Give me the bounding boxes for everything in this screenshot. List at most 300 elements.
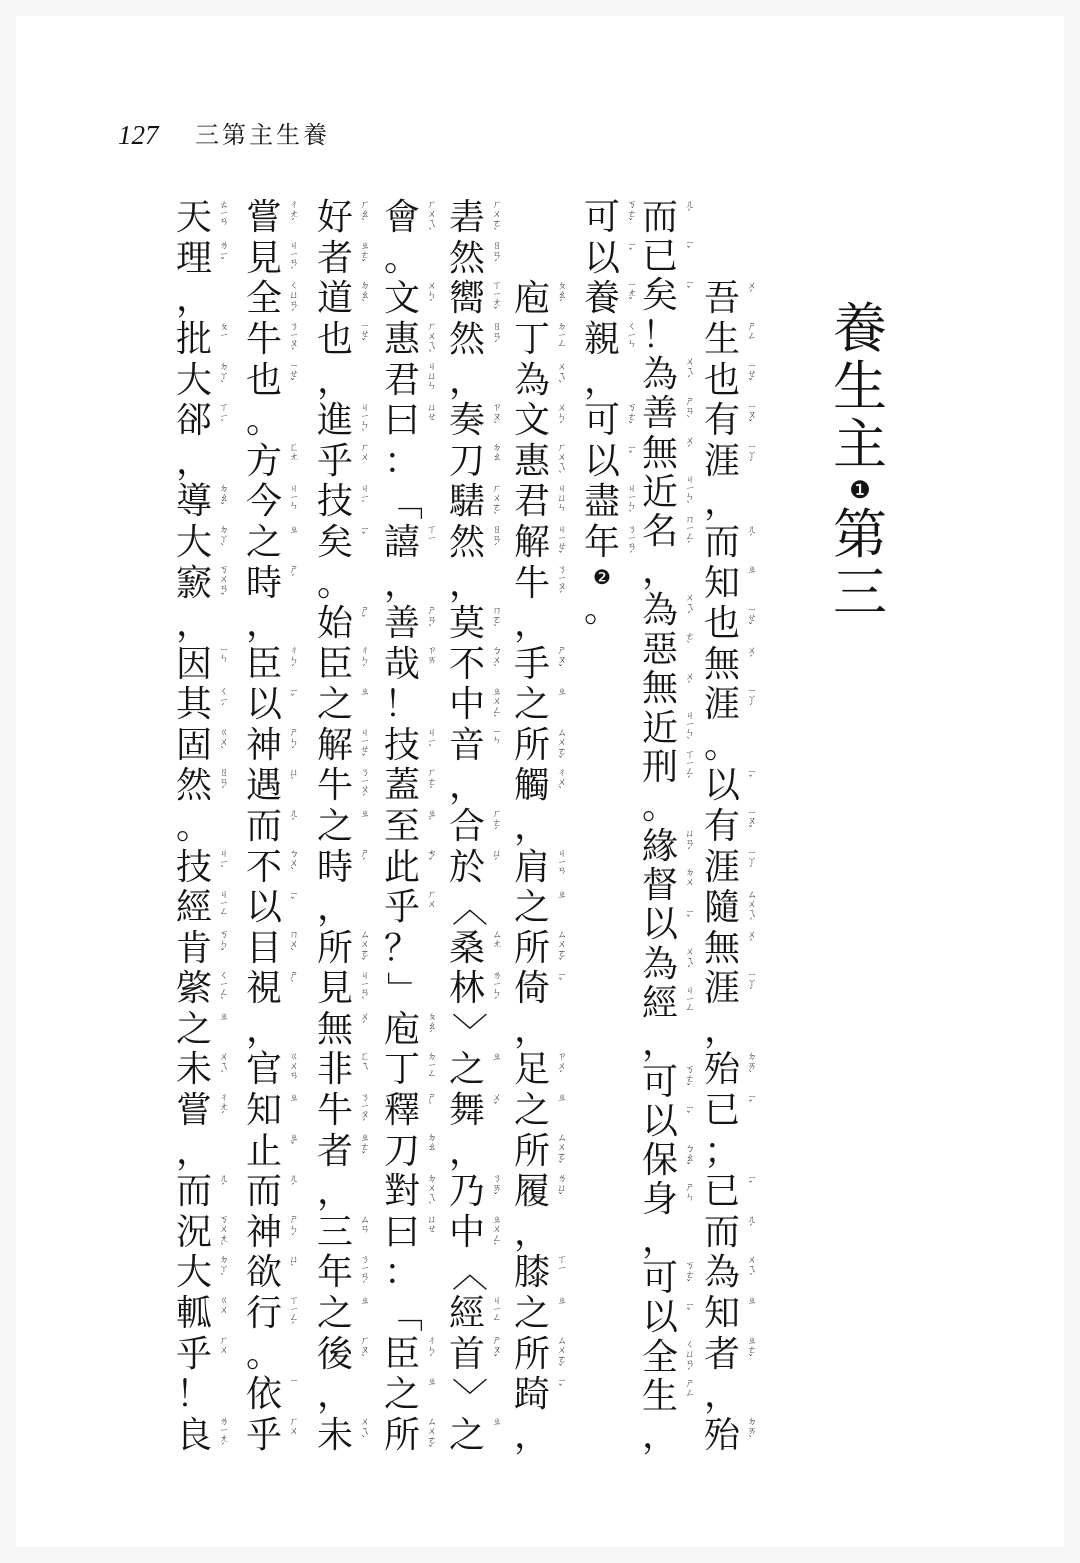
body-character: 也 bbox=[703, 603, 740, 645]
body-character: 非 bbox=[316, 1049, 353, 1091]
zhuyin-annotation: ㄐㄧㄣ bbox=[287, 483, 298, 510]
body-character: 之 bbox=[448, 1049, 485, 1091]
body-character: 視 bbox=[245, 968, 282, 1010]
zhuyin-annotation: ㄐㄩㄣ bbox=[555, 483, 566, 512]
body-character: 盡 bbox=[583, 481, 620, 523]
body-character: 可 bbox=[583, 400, 620, 442]
zhuyin-annotation: ㄉㄠˋ bbox=[358, 280, 369, 311]
body-character: 官 bbox=[245, 1049, 282, 1091]
body-character: 軱 bbox=[175, 1292, 212, 1334]
zhuyin-annotation: ㄎㄜˇ bbox=[625, 402, 636, 432]
zhuyin-annotation: ㄖㄢˊ bbox=[490, 320, 501, 351]
zhuyin-annotation: ㄕㄣ bbox=[683, 1181, 694, 1201]
zhuyin-annotation: ㄐㄧˋ bbox=[358, 483, 369, 512]
zhuyin-annotation: ㄦˊ bbox=[287, 807, 298, 829]
body-character: 而 bbox=[703, 1211, 740, 1253]
text-column bbox=[638, 0, 698, 1563]
punctuation-mark: ： bbox=[383, 440, 420, 482]
zhuyin-annotation: ㄉㄞˋ bbox=[745, 1416, 756, 1447]
zhuyin-annotation: ㄕˋ bbox=[425, 1091, 436, 1113]
zhuyin-annotation: ㄐㄧㄝˇ bbox=[358, 726, 369, 765]
zhuyin-annotation: ㄎㄜˇ bbox=[683, 1063, 694, 1094]
zhuyin-annotation: ㄎㄨㄢˇ bbox=[217, 564, 228, 604]
zhuyin-annotation: ㄐㄧㄥ bbox=[683, 985, 694, 1012]
body-character: 全 bbox=[641, 1336, 678, 1378]
body-character: 時 bbox=[245, 562, 282, 604]
zhuyin-annotation: ㄉㄨ bbox=[683, 867, 694, 887]
zhuyin-annotation: ㄧˇ bbox=[745, 1091, 756, 1111]
body-character: 之 bbox=[175, 1008, 212, 1050]
body-character: 欲 bbox=[245, 1252, 282, 1294]
body-character: 而 bbox=[641, 196, 678, 238]
body-character: 不 bbox=[245, 846, 282, 888]
punctuation-mark: ， bbox=[175, 1130, 212, 1172]
zhuyin-annotation: ㄐㄧㄢˋ bbox=[358, 970, 369, 1008]
body-character: 所 bbox=[383, 1414, 420, 1456]
zhuyin-annotation: ㄎㄣˇ bbox=[217, 929, 228, 960]
zhuyin-annotation: ㄖㄢˊ bbox=[490, 239, 501, 270]
zhuyin-annotation: ㄏㄜˊ bbox=[425, 767, 436, 798]
zhuyin-annotation: ㄗㄡˋ bbox=[490, 401, 501, 432]
zhuyin-annotation: ㄧㄚˊ bbox=[745, 970, 756, 999]
punctuation-mark: ， bbox=[513, 1008, 550, 1050]
zhuyin-annotation: ㄕˊ bbox=[287, 564, 298, 585]
body-character: 者 bbox=[703, 1333, 740, 1375]
body-character: 哉 bbox=[383, 643, 420, 685]
body-character: 砉 bbox=[448, 197, 485, 239]
punctuation-mark: ， bbox=[175, 440, 212, 482]
body-character: 身 bbox=[641, 1179, 678, 1221]
zhuyin-annotation: ㄇㄧㄥˊ bbox=[683, 513, 694, 552]
zhuyin-annotation: ㄏㄨㄟˋ bbox=[425, 199, 436, 239]
punctuation-mark: ， bbox=[448, 562, 485, 604]
zhuyin-annotation: ㄨㄣˊ bbox=[555, 401, 566, 432]
zhuyin-annotation: ㄨㄟˋ bbox=[217, 1051, 228, 1082]
body-character: 然 bbox=[448, 521, 485, 563]
zhuyin-annotation: ㄦˊ bbox=[745, 1213, 756, 1235]
zhuyin-annotation: ㄉㄠ bbox=[425, 1132, 436, 1152]
zhuyin-annotation: ㄕㄡˇ bbox=[555, 645, 566, 676]
zhuyin-annotation: ㄒㄧㄤˇ bbox=[490, 280, 501, 318]
text-column bbox=[700, 0, 760, 1563]
zhuyin-annotation: ㄧˇ bbox=[625, 239, 636, 259]
zhuyin-annotation: ㄓㄜˇ bbox=[745, 1335, 756, 1366]
zhuyin-annotation: ㄓㄨㄥˋ bbox=[490, 1213, 501, 1254]
zhuyin-annotation: ㄨˊ bbox=[745, 645, 756, 666]
zhuyin-annotation: ㄏㄨㄛˋ bbox=[490, 199, 501, 239]
body-character: 於 bbox=[448, 846, 485, 888]
zhuyin-annotation: ㄨˇ bbox=[490, 1091, 501, 1113]
body-character: 況 bbox=[175, 1211, 212, 1253]
zhuyin-annotation: ㄈㄤ bbox=[287, 442, 298, 462]
zhuyin-annotation: ㄋㄧㄢˊ bbox=[358, 1254, 369, 1292]
zhuyin-annotation: ㄒㄧㄥˊ bbox=[287, 1294, 298, 1333]
body-character: 督 bbox=[641, 864, 678, 906]
body-character: 而 bbox=[245, 805, 282, 847]
body-character: 首 bbox=[448, 1333, 485, 1375]
zhuyin-annotation: ㄧˇ bbox=[745, 1172, 756, 1192]
body-character: 解 bbox=[513, 521, 550, 563]
title-character: 第 bbox=[833, 503, 887, 566]
body-character: 刑 bbox=[641, 747, 678, 789]
footnote-marker: ❷ bbox=[593, 564, 611, 589]
zhuyin-annotation: ㄏㄨ bbox=[425, 888, 436, 908]
zhuyin-annotation: ㄓˇ bbox=[287, 1132, 298, 1153]
body-character: 無 bbox=[703, 927, 740, 969]
zhuyin-annotation: ㄑㄧㄣ bbox=[625, 320, 636, 348]
zhuyin-annotation: ㄨˊ bbox=[745, 929, 756, 950]
body-character: 年 bbox=[583, 522, 620, 564]
body-character: 吾 bbox=[703, 278, 740, 320]
body-character: 譆 bbox=[383, 521, 420, 563]
body-character: 神 bbox=[245, 724, 282, 766]
zhuyin-annotation: ㄉㄧㄥ bbox=[555, 320, 566, 348]
body-character: 解 bbox=[316, 724, 353, 766]
body-character: 無 bbox=[316, 1008, 353, 1050]
body-character: 林 bbox=[448, 968, 485, 1010]
zhuyin-annotation: ㄨˊ bbox=[358, 1010, 369, 1032]
title-character: 三 bbox=[833, 561, 887, 624]
zhuyin-annotation: ㄐㄧㄥ bbox=[490, 1294, 501, 1322]
body-character: 知 bbox=[703, 562, 740, 604]
body-character: 然 bbox=[448, 319, 485, 361]
punctuation-mark: ， bbox=[448, 1130, 485, 1172]
body-character: 目 bbox=[245, 927, 282, 969]
zhuyin-annotation: ㄓ bbox=[358, 807, 369, 818]
body-character: 為 bbox=[641, 589, 678, 631]
zhuyin-annotation: ㄦˊ bbox=[217, 1172, 228, 1194]
zhuyin-annotation: ㄧㄤˇ bbox=[625, 280, 636, 309]
body-character: 依 bbox=[245, 1374, 282, 1416]
zhuyin-annotation: ㄧˇ bbox=[683, 277, 694, 297]
zhuyin-annotation: ㄩㄝ bbox=[425, 1213, 436, 1233]
body-character: 然 bbox=[175, 765, 212, 807]
body-character: 曰 bbox=[383, 1211, 420, 1253]
body-character: 嚮 bbox=[448, 278, 485, 320]
body-character: 而 bbox=[175, 1171, 212, 1213]
zhuyin-annotation: ㄏㄡˋ bbox=[358, 1335, 369, 1366]
body-character: 手 bbox=[513, 643, 550, 685]
zhuyin-annotation: ㄙㄨㄟˊ bbox=[745, 888, 756, 929]
zhuyin-annotation: ㄧˇ bbox=[358, 523, 369, 543]
zhuyin-annotation: ㄩˊ bbox=[490, 848, 501, 869]
zhuyin-annotation: ㄓ bbox=[555, 1091, 566, 1102]
zhuyin-annotation: ㄔㄣˊ bbox=[287, 645, 298, 676]
zhuyin-annotation: ㄔㄤˊ bbox=[217, 1091, 228, 1122]
body-character: 生 bbox=[703, 319, 740, 361]
punctuation-mark: 。 bbox=[383, 237, 420, 279]
zhuyin-annotation: ㄨㄟˋ bbox=[555, 361, 566, 392]
zhuyin-annotation: ㄍㄨㄢ bbox=[287, 1051, 298, 1080]
text-column bbox=[445, 0, 505, 1563]
zhuyin-annotation: ㄧㄣ bbox=[490, 726, 501, 744]
zhuyin-annotation: ㄐㄧㄢˋ bbox=[287, 239, 298, 278]
zhuyin-annotation: ㄉㄧㄥ bbox=[425, 1051, 436, 1078]
title-character: 養 bbox=[833, 297, 887, 360]
body-character: 涯 bbox=[703, 968, 740, 1010]
body-character: 之 bbox=[448, 1414, 485, 1456]
body-character: 經 bbox=[641, 982, 678, 1024]
zhuyin-annotation: ㄙㄨㄛˇ bbox=[555, 1132, 566, 1172]
body-character: 良 bbox=[175, 1414, 212, 1456]
zhuyin-annotation: ㄇㄨˋ bbox=[287, 929, 298, 960]
zhuyin-annotation: ㄌㄧㄣˊ bbox=[490, 970, 501, 1008]
body-character: 善 bbox=[641, 393, 678, 435]
zhuyin-annotation: ㄦˊ bbox=[287, 1172, 298, 1194]
body-character: 之 bbox=[513, 684, 550, 726]
zhuyin-annotation: ㄓ bbox=[217, 1010, 228, 1021]
zhuyin-annotation: ㄙㄨㄛˇ bbox=[555, 726, 566, 767]
body-character: 無 bbox=[641, 668, 678, 710]
zhuyin-annotation: ㄘˇ bbox=[425, 848, 436, 869]
punctuation-mark: 。 bbox=[703, 724, 740, 766]
zhuyin-annotation: ㄨˊ bbox=[683, 670, 694, 692]
body-character: 足 bbox=[513, 1049, 550, 1091]
body-character: 隨 bbox=[703, 887, 740, 929]
zhuyin-annotation: ㄏㄨ bbox=[287, 1416, 298, 1436]
zhuyin-annotation: ㄏㄨㄟˋ bbox=[425, 320, 436, 361]
body-character: 以 bbox=[641, 1100, 678, 1142]
zhuyin-annotation: ㄕㄢˋ bbox=[425, 604, 436, 635]
zhuyin-annotation: ㄐㄧㄣˋ bbox=[683, 474, 694, 512]
zhuyin-annotation: ㄕㄣˊ bbox=[287, 726, 298, 757]
zhuyin-annotation: ㄨㄟˊ bbox=[745, 1254, 756, 1285]
body-character: 郤 bbox=[175, 400, 212, 442]
zhuyin-annotation: ㄐㄧㄣˋ bbox=[683, 710, 694, 748]
body-character: 奏 bbox=[448, 400, 485, 442]
zhuyin-annotation: ㄧˇ bbox=[745, 767, 756, 786]
zhuyin-annotation: ㄖㄢˊ bbox=[217, 767, 228, 798]
zhuyin-annotation: ㄧㄝˇ bbox=[745, 604, 756, 633]
zhuyin-annotation: ㄕㄡˇ bbox=[490, 1335, 501, 1366]
body-character: 膝 bbox=[513, 1252, 550, 1294]
body-character: 未 bbox=[316, 1414, 353, 1456]
zhuyin-annotation: ㄧㄝˇ bbox=[358, 320, 369, 349]
zhuyin-annotation: ㄓ bbox=[745, 1294, 756, 1305]
zhuyin-annotation: ㄓ bbox=[490, 1416, 501, 1426]
zhuyin-annotation: ㄙㄨㄛˇ bbox=[425, 1416, 436, 1456]
zhuyin-annotation: ㄖㄢˊ bbox=[490, 523, 501, 554]
zhuyin-annotation: ㄋㄧㄡˊ bbox=[287, 320, 298, 359]
body-character: 時 bbox=[316, 846, 353, 888]
zhuyin-annotation: ㄋㄧㄡˊ bbox=[555, 564, 566, 602]
zhuyin-annotation: ㄒㄧ bbox=[555, 1254, 566, 1272]
body-character: 善 bbox=[383, 603, 420, 645]
body-character: 之 bbox=[513, 887, 550, 929]
body-character: 釋 bbox=[383, 1090, 420, 1132]
body-character: 肯 bbox=[175, 927, 212, 969]
zhuyin-annotation: ㄧㄝˇ bbox=[287, 361, 298, 390]
zhuyin-annotation: ㄉㄠˇ bbox=[217, 483, 228, 514]
body-character: 保 bbox=[641, 1140, 678, 1182]
body-character: 止 bbox=[245, 1130, 282, 1172]
body-character: 矣 bbox=[641, 275, 678, 317]
body-character: 其 bbox=[175, 684, 212, 726]
zhuyin-annotation: ㄕˊ bbox=[358, 848, 369, 869]
zhuyin-annotation: ㄐㄩㄣ bbox=[425, 361, 436, 390]
body-character: 所 bbox=[513, 927, 550, 969]
body-character: 大 bbox=[175, 359, 212, 401]
body-character: 矣 bbox=[316, 521, 353, 563]
punctuation-mark: ， bbox=[245, 603, 282, 645]
body-character: 見 bbox=[316, 968, 353, 1010]
punctuation-mark: ， bbox=[383, 562, 420, 604]
zhuyin-annotation: ㄧ bbox=[287, 1375, 298, 1384]
body-character: 刀 bbox=[448, 440, 485, 482]
punctuation-mark: 。 bbox=[641, 786, 678, 828]
zhuyin-annotation: ㄧˇ bbox=[555, 1375, 566, 1395]
punctuation-mark: ！ bbox=[383, 684, 420, 726]
body-character: 會 bbox=[383, 197, 420, 239]
zhuyin-annotation: ㄏㄨㄟˋ bbox=[555, 442, 566, 482]
zhuyin-annotation: ㄨㄟˋ bbox=[358, 1416, 369, 1447]
body-character: 以 bbox=[641, 904, 678, 946]
zhuyin-annotation: ㄧㄣ bbox=[217, 645, 228, 663]
body-character: 肩 bbox=[513, 846, 550, 888]
body-character: 批 bbox=[175, 319, 212, 361]
zhuyin-annotation: ㄔㄨˋ bbox=[555, 767, 566, 798]
body-character: 殆 bbox=[703, 1049, 740, 1091]
zhuyin-annotation: ㄓ bbox=[358, 1294, 369, 1305]
zhuyin-annotation: ㄕˋ bbox=[287, 970, 298, 991]
body-character: 為 bbox=[513, 359, 550, 401]
zhuyin-annotation: ㄎㄜˇ bbox=[625, 199, 636, 229]
body-character: 以 bbox=[583, 440, 620, 482]
zhuyin-annotation: ㄕㄣˊ bbox=[287, 1213, 298, 1244]
body-character: 牛 bbox=[513, 562, 550, 604]
body-character: 中 bbox=[448, 1211, 485, 1253]
zhuyin-annotation: ㄙㄢ bbox=[358, 1213, 369, 1233]
zhuyin-annotation: ㄍㄨˋ bbox=[217, 726, 228, 757]
punctuation-mark: 」 bbox=[382, 971, 424, 1008]
zhuyin-annotation: ㄉㄚˋ bbox=[217, 1254, 228, 1285]
zhuyin-annotation: ㄈㄟ bbox=[358, 1051, 369, 1071]
body-character: 所 bbox=[513, 724, 550, 766]
body-character: 遇 bbox=[245, 765, 282, 807]
body-character: 舞 bbox=[448, 1090, 485, 1132]
zhuyin-annotation: ㄐㄧㄣˋ bbox=[358, 401, 369, 440]
body-character: 踦 bbox=[513, 1374, 550, 1416]
body-character: 固 bbox=[175, 724, 212, 766]
body-character: 之 bbox=[513, 1292, 550, 1334]
zhuyin-annotation: ㄌㄩˇ bbox=[555, 1172, 566, 1203]
body-character: 以 bbox=[245, 887, 282, 929]
body-character: 乎 bbox=[175, 1333, 212, 1375]
zhuyin-annotation: ㄨㄟˊ bbox=[683, 945, 694, 976]
zhuyin-annotation: ㄧˇ bbox=[683, 1103, 694, 1122]
body-character: 導 bbox=[175, 481, 212, 523]
zhuyin-annotation: ㄏㄨ bbox=[217, 1335, 228, 1355]
punctuation-mark: 「 bbox=[382, 1295, 424, 1332]
text-column bbox=[380, 0, 440, 1563]
body-character: 臣 bbox=[383, 1333, 420, 1375]
zhuyin-annotation: ㄙㄨㄛˇ bbox=[358, 929, 369, 969]
body-character: 因 bbox=[175, 643, 212, 685]
body-character: 大 bbox=[175, 1252, 212, 1294]
zhuyin-annotation: ㄆㄠˊ bbox=[425, 1010, 436, 1041]
body-character: 行 bbox=[245, 1292, 282, 1334]
zhuyin-annotation: ㄓ bbox=[555, 888, 566, 899]
body-character: 有 bbox=[703, 805, 740, 847]
body-character: 技 bbox=[175, 846, 212, 888]
body-character: 刀 bbox=[383, 1130, 420, 1172]
punctuation-mark: 〉 bbox=[447, 1377, 489, 1414]
zhuyin-annotation: ㄆㄠˊ bbox=[555, 280, 566, 311]
body-character: 惠 bbox=[383, 319, 420, 361]
body-character: 之 bbox=[245, 521, 282, 563]
running-title: 三第主生養 bbox=[195, 121, 330, 149]
zhuyin-annotation: ㄑㄧㄥˋ bbox=[217, 970, 228, 1008]
body-character: 已 bbox=[703, 1171, 740, 1213]
body-character: 神 bbox=[245, 1211, 282, 1253]
zhuyin-annotation: ㄩㄝ bbox=[425, 401, 436, 421]
body-character: 見 bbox=[245, 237, 282, 279]
punctuation-mark: ， bbox=[316, 1171, 353, 1213]
body-character: 嘗 bbox=[245, 197, 282, 239]
body-character: 乎 bbox=[383, 887, 420, 929]
text-column bbox=[313, 0, 373, 1563]
punctuation-mark: ， bbox=[316, 1374, 353, 1416]
body-character: 惠 bbox=[513, 440, 550, 482]
zhuyin-annotation: ㄙㄨㄛˇ bbox=[555, 1335, 566, 1375]
zhuyin-annotation: ㄒㄧˋ bbox=[217, 401, 228, 430]
body-character: 中 bbox=[448, 684, 485, 726]
zhuyin-annotation: ㄌㄧㄤˊ bbox=[217, 1416, 228, 1455]
zhuyin-annotation: ㄉㄚˋ bbox=[217, 361, 228, 392]
body-character: 而 bbox=[703, 521, 740, 563]
body-character: 乃 bbox=[448, 1171, 485, 1213]
punctuation-mark: 〈 bbox=[447, 890, 489, 927]
zhuyin-annotation: ㄧˇ bbox=[683, 906, 694, 926]
body-character: 騞 bbox=[448, 481, 485, 523]
body-character: 者 bbox=[316, 237, 353, 279]
body-character: 牛 bbox=[245, 319, 282, 361]
zhuyin-annotation: ㄓㄜˇ bbox=[358, 239, 369, 270]
body-character: 桑 bbox=[448, 927, 485, 969]
zhuyin-annotation: ㄓ bbox=[745, 564, 756, 574]
page-number: 127 bbox=[118, 120, 159, 150]
body-character: 所 bbox=[316, 927, 353, 969]
zhuyin-annotation: ㄕㄥ bbox=[683, 1378, 694, 1398]
body-character: 蓋 bbox=[383, 765, 420, 807]
body-character: 年 bbox=[316, 1252, 353, 1294]
punctuation-mark: ！ bbox=[175, 1374, 212, 1416]
body-character: 為 bbox=[703, 1252, 740, 1294]
zhuyin-annotation: ㄜˋ bbox=[683, 631, 694, 652]
zhuyin-annotation: ㄐㄧㄣˋ bbox=[625, 483, 636, 521]
zhuyin-annotation: ㄓ bbox=[490, 1051, 501, 1061]
punctuation-mark: 〉 bbox=[447, 1011, 489, 1048]
punctuation-mark: 。 bbox=[245, 400, 282, 442]
zhuyin-annotation: ㄏㄠˋ bbox=[358, 199, 369, 229]
zhuyin-annotation: ㄧˇ bbox=[287, 685, 298, 705]
zhuyin-annotation: ㄧˇ bbox=[555, 970, 566, 989]
body-character: 以 bbox=[583, 237, 620, 279]
zhuyin-annotation: ㄕˇ bbox=[358, 604, 369, 626]
zhuyin-annotation: ㄧˇ bbox=[287, 888, 298, 908]
body-character: 道 bbox=[316, 278, 353, 320]
zhuyin-annotation: ㄓ bbox=[425, 1375, 436, 1386]
body-character: 履 bbox=[513, 1171, 550, 1213]
body-character: 所 bbox=[513, 1333, 550, 1375]
zhuyin-annotation: ㄑㄩㄢˊ bbox=[683, 1339, 694, 1379]
zhuyin-annotation: ㄅㄨˋ bbox=[490, 645, 501, 676]
body-character: 之 bbox=[316, 684, 353, 726]
body-character: 已 bbox=[703, 1090, 740, 1132]
zhuyin-annotation: ㄓ bbox=[287, 523, 298, 534]
body-character: 牛 bbox=[316, 1090, 353, 1132]
body-character: 技 bbox=[383, 724, 420, 766]
